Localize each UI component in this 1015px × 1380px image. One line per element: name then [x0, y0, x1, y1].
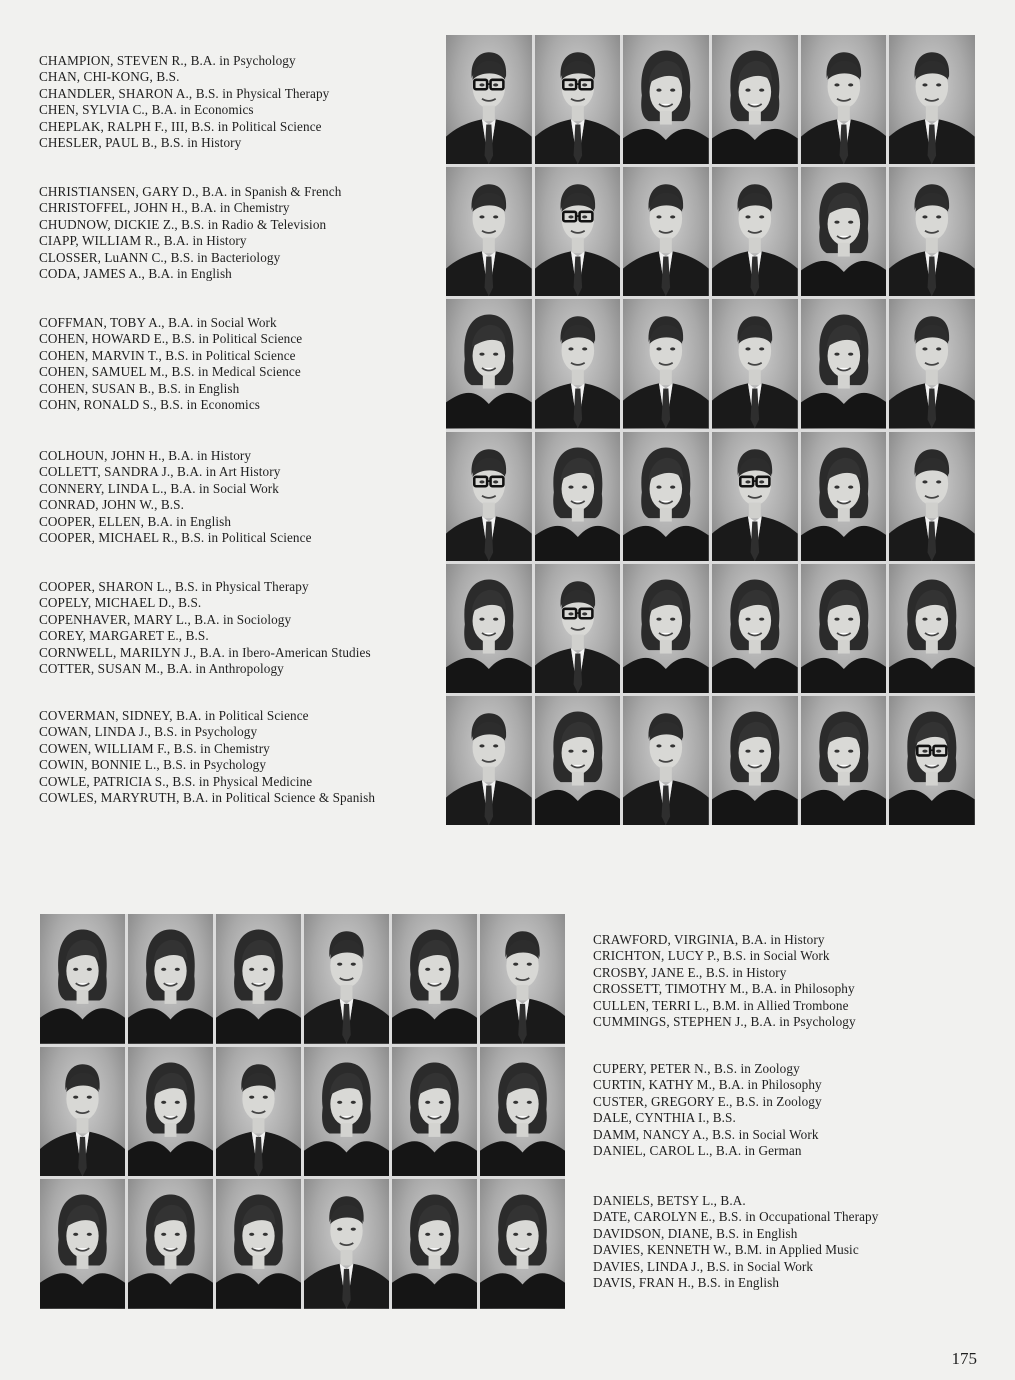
name-entry: CHEN, SYLVIA C., B.A. in Economics [39, 102, 254, 118]
student-portrait [446, 299, 532, 428]
student-portrait [889, 299, 975, 428]
name-entry: CRAWFORD, VIRGINIA, B.A. in History [593, 932, 825, 947]
student-portrait [446, 564, 532, 693]
student-portrait [40, 1179, 125, 1309]
student-portrait [712, 564, 798, 693]
name-entry: CHRISTOFFEL, JOHN H., B.A. in Chemistry [39, 200, 290, 216]
name-entry: COFFMAN, TOBY A., B.A. in Social Work [39, 315, 277, 330]
name-entry: COOPER, MICHAEL R., B.S. in Political Science [39, 530, 312, 546]
name-entry: DANIELS, BETSY L., B.A. [593, 1193, 746, 1208]
name-entry: COHEN, MARVIN T., B.S. in Political Science [39, 347, 296, 363]
name-list-bottom-1 [593, 932, 856, 1030]
student-portrait [392, 1179, 477, 1309]
name-list-bottom-3 [593, 1193, 878, 1291]
student-portrait [216, 1179, 301, 1309]
name-entry: CODA, JAMES A., B.A. in English [39, 266, 232, 282]
name-entry: CULLEN, TERRI L., B.M. in Allied Trombone [593, 997, 849, 1013]
name-entry: CHESLER, PAUL B., B.S. in History [39, 135, 242, 151]
name-entry: DALE, CYNTHIA I., B.S. [593, 1110, 736, 1126]
name-entry: CONNERY, LINDA L., B.A. in Social Work [39, 480, 279, 496]
student-portrait [446, 696, 532, 825]
name-entry: CIAPP, WILLIAM R., B.A. in History [39, 233, 247, 249]
portrait-grid-bottom [40, 914, 565, 1309]
student-portrait [623, 432, 709, 561]
student-portrait [446, 35, 532, 164]
name-entry: CROSBY, JANE E., B.S. in History [593, 964, 787, 980]
student-portrait [801, 35, 887, 164]
student-portrait [304, 914, 389, 1044]
name-entry: COHN, RONALD S., B.S. in Economics [39, 397, 260, 413]
student-portrait [446, 167, 532, 296]
student-portrait [480, 1047, 565, 1177]
name-list-top-6 [39, 708, 375, 806]
name-entry: CUMMINGS, STEPHEN J., B.A. in Psychology [593, 1014, 856, 1030]
name-entry: COHEN, SAMUEL M., B.S. in Medical Science [39, 364, 301, 380]
student-portrait [889, 696, 975, 825]
name-list-top-3 [39, 315, 302, 413]
student-portrait [623, 299, 709, 428]
student-portrait [40, 1047, 125, 1177]
name-entry: COVERMAN, SIDNEY, B.A. in Political Science [39, 708, 309, 723]
name-entry: COWIN, BONNIE L., B.S. in Psychology [39, 757, 267, 773]
student-portrait [801, 696, 887, 825]
name-entry: CHUDNOW, DICKIE Z., B.S. in Radio & Television [39, 216, 327, 232]
name-entry: CUSTER, GREGORY E., B.S. in Zoology [593, 1093, 822, 1109]
name-entry: DAVIES, KENNETH W., B.M. in Applied Music [593, 1242, 859, 1258]
name-entry: CRICHTON, LUCY P., B.S. in Social Work [593, 948, 830, 964]
name-entry: COHEN, SUSAN B., B.S. in English [39, 380, 240, 396]
student-portrait [535, 564, 621, 693]
name-entry: CHANDLER, SHARON A., B.S. in Physical Therapy [39, 85, 330, 101]
name-entry: CHAN, CHI-KONG, B.S. [39, 69, 180, 85]
name-entry: CLOSSER, LuANN C., B.S. in Bacteriology [39, 249, 281, 265]
name-entry: COHEN, HOWARD E., B.S. in Political Science [39, 331, 303, 347]
student-portrait [535, 167, 621, 296]
student-portrait [304, 1179, 389, 1309]
name-list-top-5 [39, 579, 371, 677]
student-portrait [128, 914, 213, 1044]
student-portrait [889, 564, 975, 693]
student-portrait [712, 35, 798, 164]
student-portrait [128, 1179, 213, 1309]
student-portrait [216, 1047, 301, 1177]
student-portrait [889, 167, 975, 296]
name-entry: COOPER, ELLEN, B.A. in English [39, 513, 232, 529]
student-portrait [889, 432, 975, 561]
student-portrait [480, 914, 565, 1044]
student-portrait [535, 35, 621, 164]
student-portrait [801, 167, 887, 296]
student-portrait [801, 299, 887, 428]
student-portrait [392, 1047, 477, 1177]
name-entry: COWEN, WILLIAM F., B.S. in Chemistry [39, 740, 270, 756]
name-entry: COLHOUN, JOHN H., B.A. in History [39, 448, 252, 463]
student-portrait [535, 299, 621, 428]
name-entry: DANIEL, CAROL L., B.A. in German [593, 1143, 802, 1159]
name-entry: CHEPLAK, RALPH F., III, B.S. in Political Science [39, 118, 322, 134]
student-portrait [712, 432, 798, 561]
name-entry: CHRISTIANSEN, GARY D., B.A. in Spanish & French [39, 184, 342, 199]
student-portrait [446, 432, 532, 561]
name-entry: DAMM, NANCY A., B.S. in Social Work [593, 1126, 819, 1142]
name-entry: CHAMPION, STEVEN R., B.A. in Psychology [39, 53, 296, 68]
student-portrait [535, 432, 621, 561]
student-portrait [623, 35, 709, 164]
student-portrait [535, 696, 621, 825]
name-entry: DAVIDSON, DIANE, B.S. in English [593, 1225, 798, 1241]
student-portrait [712, 167, 798, 296]
student-portrait [623, 167, 709, 296]
page-number: 175 [951, 1349, 977, 1368]
student-portrait [889, 35, 975, 164]
student-portrait [623, 564, 709, 693]
name-entry: DAVIS, FRAN H., B.S. in English [593, 1275, 780, 1291]
name-entry: COWLES, MARYRUTH, B.A. in Political Science & Spanish [39, 790, 376, 806]
portrait-grid-top [446, 35, 975, 825]
name-entry: CURTIN, KATHY M., B.A. in Philosophy [593, 1077, 822, 1093]
name-entry: COWAN, LINDA J., B.S. in Psychology [39, 724, 258, 740]
name-entry: CONRAD, JOHN W., B.S. [39, 497, 184, 513]
name-entry: COPELY, MICHAEL D., B.S. [39, 595, 202, 611]
name-entry: COWLE, PATRICIA S., B.S. in Physical Medicine [39, 773, 313, 789]
name-entry: COPENHAVER, MARY L., B.A. in Sociology [39, 611, 292, 627]
student-portrait [128, 1047, 213, 1177]
name-entry: COREY, MARGARET E., B.S. [39, 628, 209, 644]
name-entry: COLLETT, SANDRA J., B.A. in Art History [39, 464, 281, 480]
student-portrait [40, 914, 125, 1044]
name-entry: CORNWELL, MARILYN J., B.A. in Ibero-American Studies [39, 644, 371, 660]
student-portrait [712, 696, 798, 825]
name-entry: COOPER, SHARON L., B.S. in Physical Therapy [39, 579, 309, 594]
name-entry: DATE, CAROLYN E., B.S. in Occupational Therapy [593, 1209, 879, 1225]
name-entry: CUPERY, PETER N., B.S. in Zoology [593, 1061, 800, 1076]
student-portrait [304, 1047, 389, 1177]
name-list-bottom-2 [593, 1061, 822, 1159]
student-portrait [801, 432, 887, 561]
student-portrait [216, 914, 301, 1044]
student-portrait [392, 914, 477, 1044]
student-portrait [480, 1179, 565, 1309]
student-portrait [623, 696, 709, 825]
student-portrait [801, 564, 887, 693]
name-entry: DAVIES, LINDA J., B.S. in Social Work [593, 1258, 814, 1274]
name-list-top-1 [39, 53, 329, 151]
name-entry: COTTER, SUSAN M., B.A. in Anthropology [39, 661, 284, 677]
name-list-top-2 [39, 184, 341, 282]
name-list-top-4 [39, 448, 312, 546]
name-entry: CROSSETT, TIMOTHY M., B.A. in Philosophy [593, 981, 855, 997]
student-portrait [712, 299, 798, 428]
